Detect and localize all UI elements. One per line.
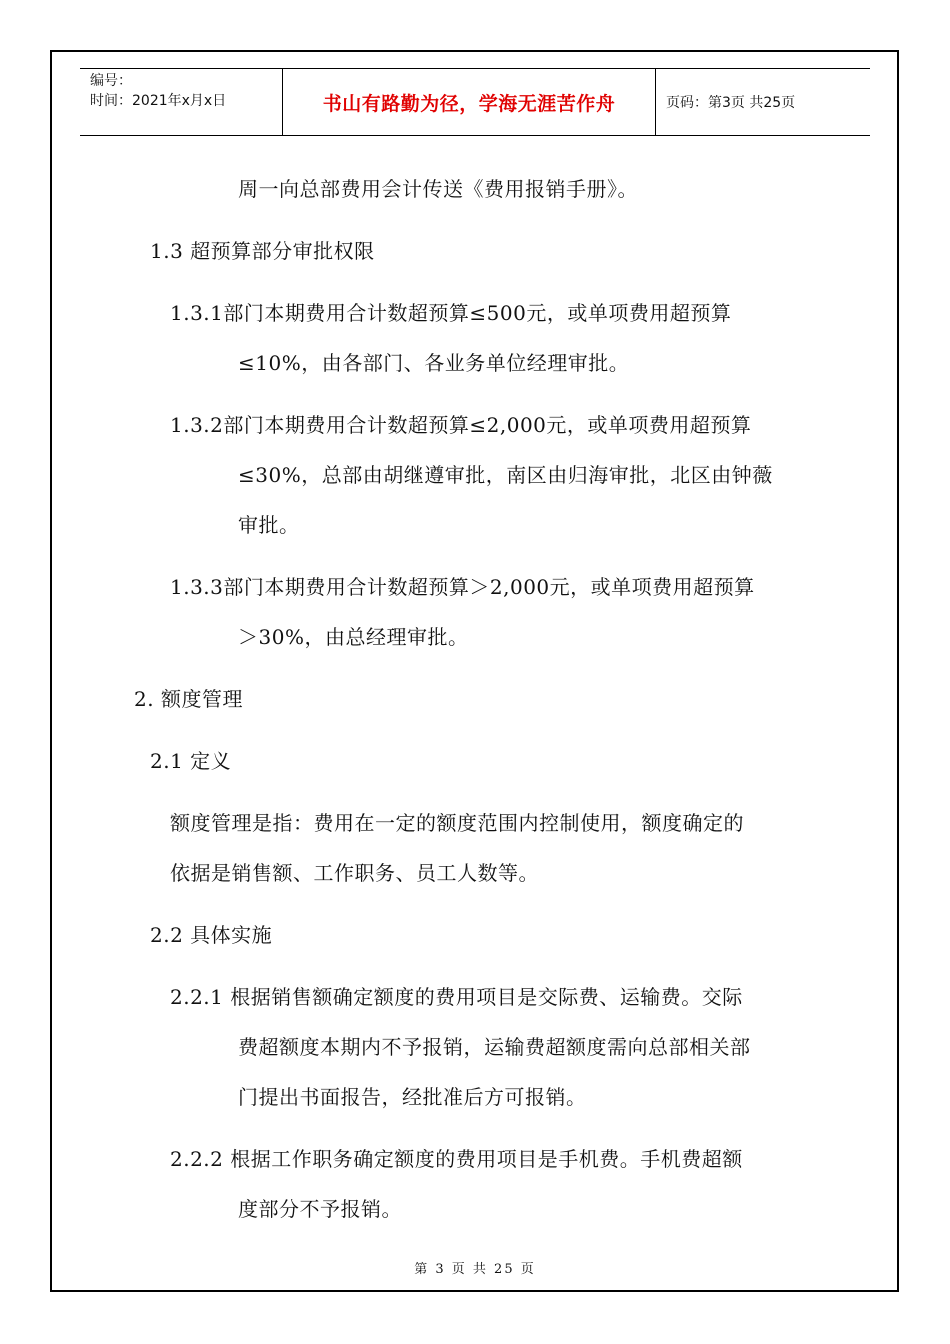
body-line: 审批。 [238,513,300,537]
header-page-info: 页码：第3页 共25页 [666,95,796,111]
body-line: ＞30%，由总经理审批。 [238,625,469,649]
section-heading: 2.1 定义 [150,749,232,773]
body-line: 额度管理是指：费用在一定的额度范围内控制使用，额度确定的 [170,811,744,835]
body-line: ≤10%，由各部门、各业务单位经理审批。 [238,351,630,375]
section-heading: 2.2 具体实施 [150,923,273,947]
date-label: 时间：2021年x月x日 [90,93,227,109]
header-meta [80,69,282,135]
body-line: 2.2.1 根据销售额确定额度的费用项目是交际费、运输费。交际 [170,985,743,1009]
body-line: 2.2.2 根据工作职务确定额度的费用项目是手机费。手机费超额 [170,1147,743,1171]
body-line: ≤30%，总部由胡继遵审批，南区由归海审批，北区由钟薇 [238,463,773,487]
page-header [80,68,870,136]
section-heading: 1.3 超预算部分审批权限 [150,239,375,263]
body-line: 依据是销售额、工作职务、员工人数等。 [170,861,539,885]
section-heading: 2. 额度管理 [134,687,243,711]
body-line: 1.3.2部门本期费用合计数超预算≤2,000元，或单项费用超预算 [170,413,752,437]
body-line: 1.3.1部门本期费用合计数超预算≤500元，或单项费用超预算 [170,301,732,325]
header-motto: 书山有路勤为径，学海无涯苦作舟 [282,69,656,135]
page-footer: 第 3 页 共 25 页 [414,1262,536,1277]
serial-label: 编号： [90,73,132,89]
body-line: 1.3.3部门本期费用合计数超预算＞2,000元，或单项费用超预算 [170,575,755,599]
body-line: 度部分不予报销。 [238,1197,402,1221]
body-line: 门提出书面报告，经批准后方可报销。 [238,1085,587,1109]
body-line: 费超额度本期内不予报销，运输费超额度需向总部相关部 [238,1035,751,1059]
body-line: 周一向总部费用会计传送《费用报销手册》。 [238,177,638,201]
